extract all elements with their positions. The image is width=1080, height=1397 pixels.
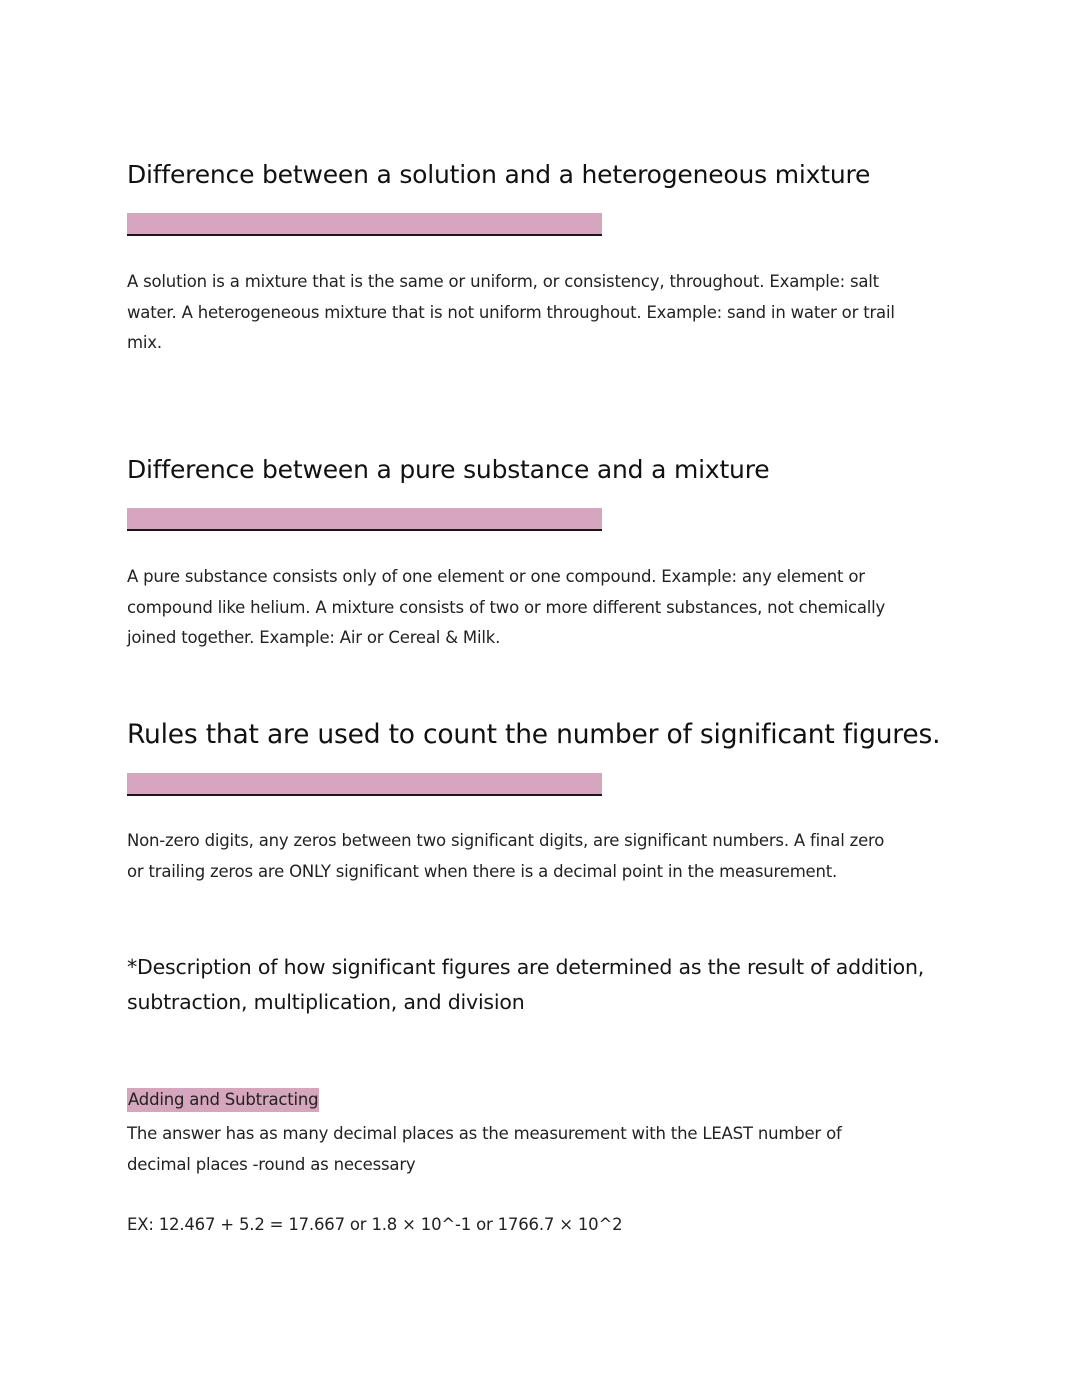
body-line: joined together. Example: Air or Cereal & Milk. bbox=[127, 628, 501, 647]
section-heading-pure-substance-vs-mixture: Difference between a pure substance and a mixture bbox=[127, 455, 770, 484]
body-line: A pure substance consists only of one element or one compound. Example: any element or bbox=[127, 567, 865, 586]
answer-blank-underline bbox=[127, 794, 602, 796]
section-body-significant-figure-rules bbox=[127, 826, 957, 887]
body-line: compound like helium. A mixture consists of two or more different substances, not chemically bbox=[127, 597, 886, 617]
answer-blank-highlight bbox=[127, 773, 602, 796]
body-line: The answer has as many decimal places as the measurement with the LEAST number of bbox=[127, 1124, 842, 1143]
example-line: EX: 12.467 + 5.2 = 17.667 or 1.8 × 10^-1 or 1766.7 × 10^2 bbox=[127, 1215, 623, 1234]
body-line: A solution is a mixture that is the same or uniform, or consistency, throughout. Example: salt bbox=[127, 272, 879, 291]
answer-blank-highlight bbox=[127, 508, 602, 531]
body-line: or trailing zeros are ONLY significant when there is a decimal point in the measurement. bbox=[127, 861, 838, 881]
adding-subtracting-label: Adding and Subtracting bbox=[127, 1088, 319, 1112]
body-line: water. A heterogeneous mixture that is not uniform throughout. Example: sand in water or trail bbox=[127, 302, 895, 322]
answer-blank-underline bbox=[127, 234, 602, 236]
section-body-solution-vs-heterogeneous bbox=[127, 267, 957, 359]
section-body-pure-substance-vs-mixture bbox=[127, 562, 957, 654]
body-line: Non-zero digits, any zeros between two significant digits, are significant numbers. A final zero bbox=[127, 831, 885, 850]
adding-subtracting-rule bbox=[127, 1119, 957, 1180]
description-subheading bbox=[127, 950, 924, 1020]
section-heading-solution-vs-heterogeneous: Difference between a solution and a heterogeneous mixture bbox=[127, 160, 871, 189]
body-line: decimal places -round as necessary bbox=[127, 1154, 416, 1174]
subheading-line: subtraction, multiplication, and division bbox=[127, 990, 525, 1014]
section-heading-significant-figure-rules: Rules that are used to count the number of significant figures. bbox=[127, 719, 941, 750]
adding-subtracting-example bbox=[127, 1210, 957, 1241]
answer-blank-highlight bbox=[127, 213, 602, 236]
subheading-line: *Description of how significant figures are determined as the result of addition, bbox=[127, 955, 925, 979]
answer-blank-underline bbox=[127, 529, 602, 531]
adding-subtracting-label-container bbox=[127, 1090, 319, 1109]
body-line: mix. bbox=[127, 333, 162, 352]
